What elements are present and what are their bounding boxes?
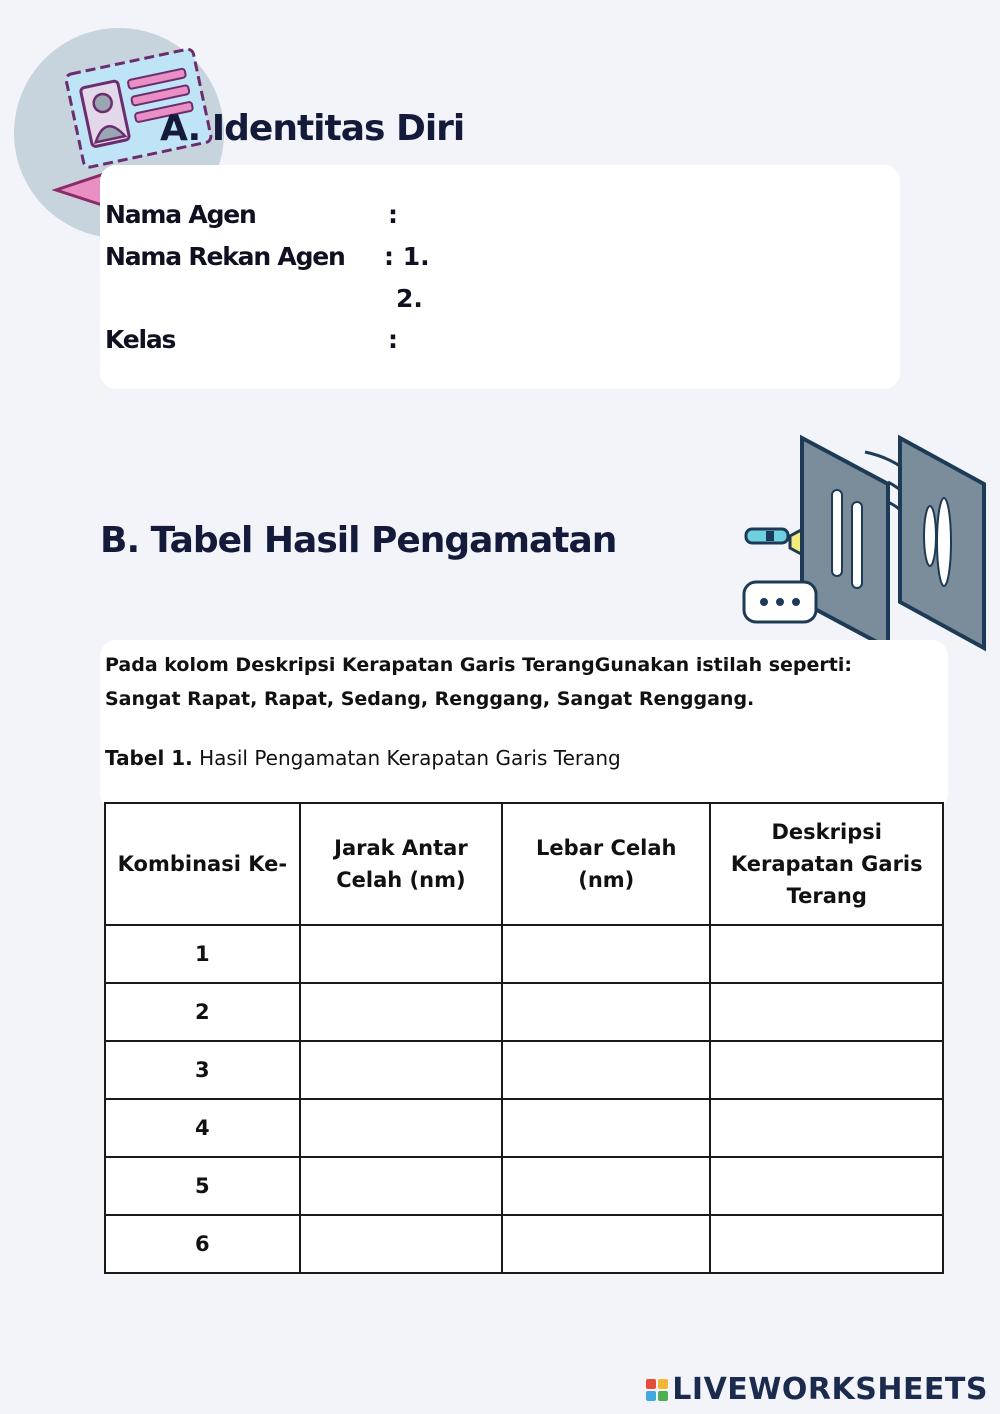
cell-deskripsi[interactable] [710,983,943,1041]
table-caption [105,746,621,770]
table-row [105,1099,943,1157]
header-lebar-celah: Lebar Celah (nm) [502,803,710,925]
table-row [105,1041,943,1099]
row-number: 6 [105,1215,300,1273]
cell-jarak[interactable] [300,1041,502,1099]
field-colon: : 1. [384,242,430,271]
liveworksheets-logo-icon [646,1379,668,1401]
row-number: 5 [105,1157,300,1215]
instruction-text: Pada kolom Deskripsi Kerapatan Garis TerangGunakan istilah seperti: Sangat Rapat, Rapat, Sedang, Renggang, Sangat Renggang. [105,654,852,710]
header-deskripsi: Deskripsi Kerapatan Garis Terang [710,803,943,925]
liveworksheets-brand[interactable] [646,1372,988,1407]
table-caption-text: Hasil Pengamatan Kerapatan Garis Terang [192,746,621,770]
cell-lebar[interactable] [502,1041,710,1099]
cell-jarak[interactable] [300,925,502,983]
cell-jarak[interactable] [300,1099,502,1157]
header-jarak-antar-celah: Jarak Antar Celah (nm) [300,803,502,925]
section-a-title: A. Identitas Diri [160,108,465,149]
table-header-row [105,803,943,925]
cell-deskripsi[interactable] [710,1215,943,1273]
cell-lebar[interactable] [502,1099,710,1157]
cell-lebar[interactable] [502,1215,710,1273]
cell-jarak[interactable] [300,1157,502,1215]
cell-lebar[interactable] [502,1157,710,1215]
table-caption-label: Tabel 1. [105,746,193,770]
field-colon: : [388,200,398,229]
cell-jarak[interactable] [300,1215,502,1273]
cell-deskripsi[interactable] [710,1099,943,1157]
cell-deskripsi[interactable] [710,1157,943,1215]
observation-table [104,802,944,1274]
field-label-kelas: Kelas [105,325,176,354]
table-row [105,1157,943,1215]
cell-lebar[interactable] [502,983,710,1041]
table-row [105,983,943,1041]
table-row [105,1215,943,1273]
field-label-nama-agen: Nama Agen [105,200,256,229]
row-number: 1 [105,925,300,983]
field-number: 2. [396,284,423,313]
section-b-title: B. Tabel Hasil Pengamatan [100,520,617,561]
row-number: 4 [105,1099,300,1157]
row-number: 3 [105,1041,300,1099]
cell-lebar[interactable] [502,925,710,983]
cell-deskripsi[interactable] [710,925,943,983]
brand-text: LIVEWORKSHEETS [672,1372,988,1407]
header-kombinasi: Kombinasi Ke- [105,803,300,925]
row-number: 2 [105,983,300,1041]
table-row [105,925,943,983]
field-label-nama-rekan-agen: Nama Rekan Agen [105,242,345,271]
double-slit-icon [740,432,990,654]
field-colon: : [388,325,398,354]
cell-deskripsi[interactable] [710,1041,943,1099]
cell-jarak[interactable] [300,983,502,1041]
identity-card [100,165,900,389]
